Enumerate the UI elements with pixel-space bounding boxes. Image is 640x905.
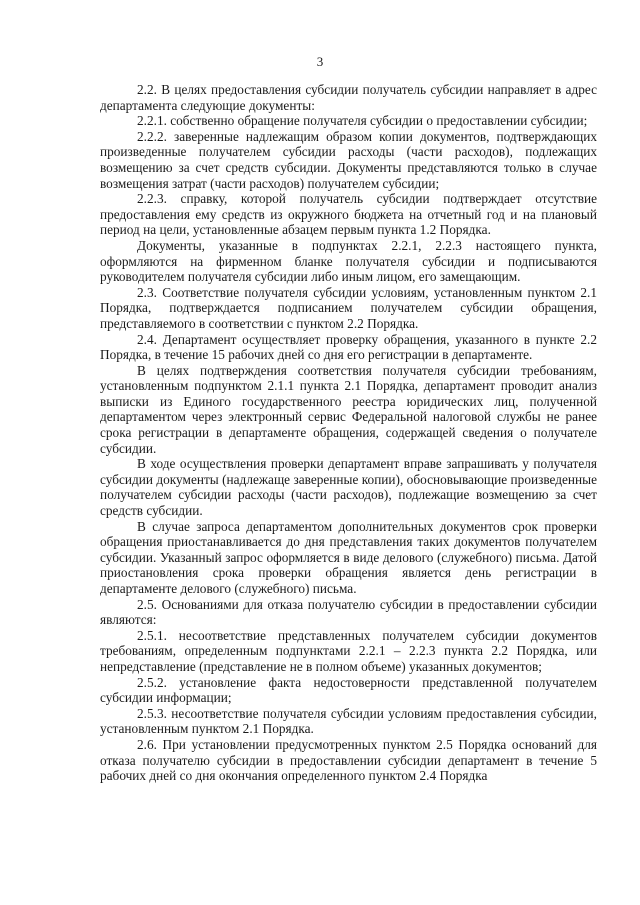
paragraph-2-5-1: 2.5.1. несоответствие представленных получателем субсидии документов требованиям, определенным подпунктами 2.2.1 – 2.2.3 пункта 2.2 Порядка, или непредставление (представление не в полном объеме) указанных документов; bbox=[100, 627, 597, 674]
paragraph-2-2-3: 2.2.3. справку, которой получатель субсидии подтверждает отсутствие предоставления ему средств из окружного бюджета на отчетный год и на плановый период на цели, установленные абзацем первым пункта 1.2 Порядка. bbox=[100, 191, 597, 238]
paragraph-2-2-2: 2.2.2. заверенные надлежащим образом копии документов, подтверждающих произведенные получателем субсидии расходы (части расходов), подлежащих возмещению за счет средств субсидии. Документы представляются только в случае возмещения затрат (части расходов) получателем субсидии; bbox=[100, 128, 597, 191]
document-body bbox=[100, 82, 597, 784]
page-number: 3 bbox=[316, 54, 324, 69]
paragraph-documents-form: Документы, указанные в подпунктах 2.2.1, 2.2.3 настоящего пункта, оформляются на фирменном бланке получателя субсидии и подписываются руководителем получателя субсидии либо иным лицом, его замещающим. bbox=[100, 237, 597, 285]
paragraph-suspension: В случае запроса департаментом дополнительных документов срок проверки обращения приостанавливается до дня представления таких документов получателем субсидии. Указанный запрос оформляется в виде делового (служебного) письма. Датой приостановления срока проверки обращения является день регистрации в департаменте делового (служебного) письма. bbox=[100, 518, 597, 596]
paragraph-2-5: 2.5. Основаниями для отказа получателю субсидии в предоставлении субсидии являются: bbox=[100, 596, 597, 628]
paragraph-2-2-1: 2.2.1. собственно обращение получателя субсидии о предоставлении субсидии; bbox=[137, 113, 588, 129]
paragraph-2-6: 2.6. При установлении предусмотренных пунктом 2.5 Порядка оснований для отказа получателю субсидии в предоставлении субсидии департамент в течение 5 рабочих дней со дня окончания определенного пунктом 2.4 Порядка bbox=[100, 736, 597, 784]
paragraph-2-3: 2.3. Соответствие получателя субсидии условиям, установленным пунктом 2.1 Порядка, подтверждается подписанием получателем субсидии обращения, представляемого в соответствии с пунктом 2.2 Порядка. bbox=[100, 284, 597, 331]
paragraph-2-5-3: 2.5.3. несоответствие получателя субсидии условиям предоставления субсидии, установленным пунктом 2.1 Порядка. bbox=[100, 705, 597, 737]
paragraph-2-2: 2.2. В целях предоставления субсидии получатель субсидии направляет в адрес департамента следующие документы: bbox=[100, 82, 597, 113]
paragraph-2-4: 2.4. Департамент осуществляет проверку обращения, указанного в пункте 2.2 Порядка, в течение 15 рабочих дней со дня его регистрации в департаменте. bbox=[100, 331, 597, 363]
paragraph-request-documents: В ходе осуществления проверки департамент вправе запрашивать у получателя субсидии документы (надлежаще заверенные копии), обосновывающие произведенные получателем субсидии расходы (части расходов), подлежащие возмещению за счет средств субсидии. bbox=[100, 456, 597, 519]
paragraph-2-5-2: 2.5.2. установление факта недостоверности представленной получателем субсидии информации; bbox=[100, 674, 597, 706]
paragraph-verification: В целях подтверждения соответствия получателя субсидии требованиям, установленным подпунктом 2.1.1 пункта 2.1 Порядка, департамент проводит анализ выписки из Единого государственного реестра юридических лиц, полученной департаментом через электронный сервис Федеральной налоговой службы не ранее срока регистрации в департаменте обращения, содержащей сведения о получателе субсидии. bbox=[100, 362, 597, 456]
